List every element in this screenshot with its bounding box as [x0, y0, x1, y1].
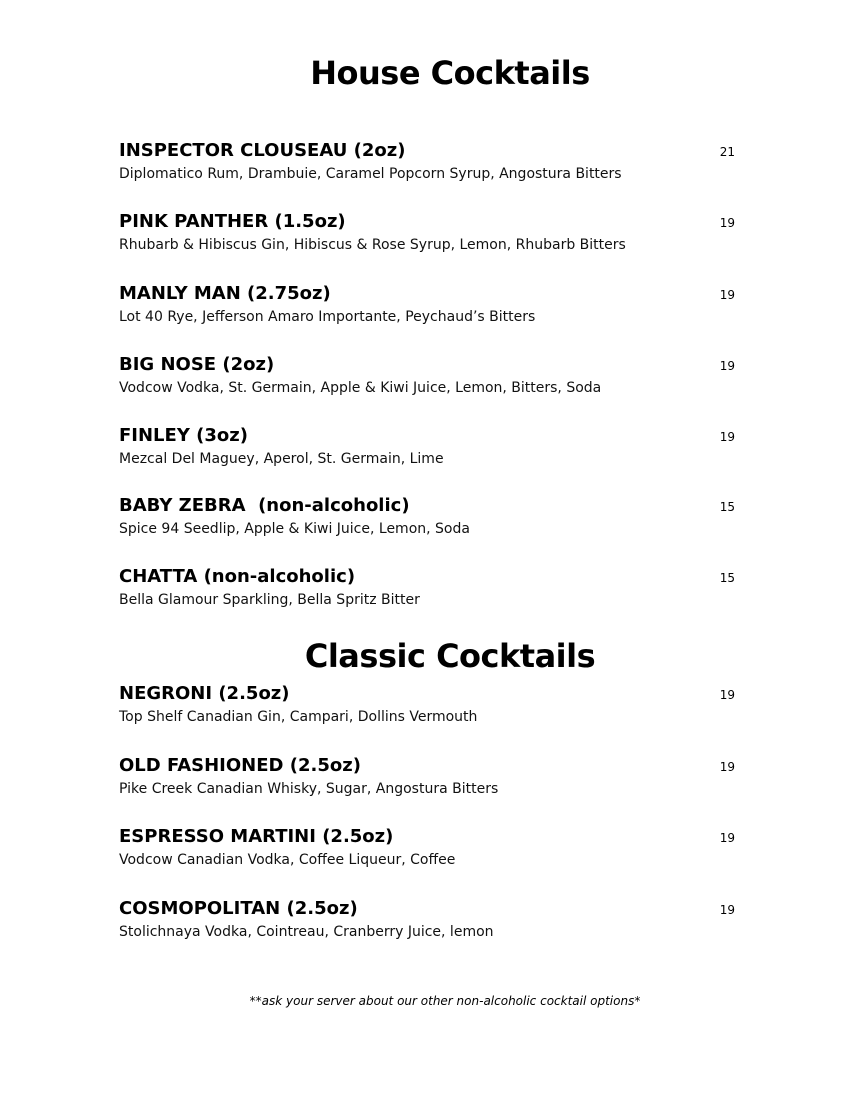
menu-item-description: Mezcal Del Maguey, Aperol, St. Germain, Lime — [119, 451, 444, 467]
menu-item-price: 19 — [719, 903, 735, 917]
menu-item-big-nose — [119, 354, 735, 396]
non-alcoholic-footnote: **ask your server about our other non-alcoholic cocktail options* — [249, 994, 641, 1008]
menu-item-description: Lot 40 Rye, Jefferson Amaro Importante, Peychaud’s Bitters — [119, 309, 536, 325]
menu-item-price: 15 — [719, 571, 735, 585]
menu-item-name: CHATTA (non-alcoholic) — [119, 566, 356, 587]
menu-item-price: 19 — [719, 688, 735, 702]
menu-item-espresso-martini — [119, 826, 735, 868]
classic-cocktails-title: Classic Cocktails — [304, 637, 596, 675]
menu-item-name: PINK PANTHER (1.5oz) — [119, 211, 346, 232]
menu-item-name: ESPRESSO MARTINI (2.5oz) — [119, 826, 394, 847]
menu-item-name: COSMOPOLITAN (2.5oz) — [119, 898, 358, 919]
menu-item-price: 15 — [719, 500, 735, 514]
menu-item-pink-panther — [119, 211, 735, 253]
menu-item-inspector-clouseau — [119, 140, 735, 182]
menu-item-name: INSPECTOR CLOUSEAU (2oz) — [119, 140, 406, 161]
house-cocktails-title: House Cocktails — [310, 54, 590, 92]
menu-item-chatta — [119, 566, 735, 608]
menu-item-negroni — [119, 683, 735, 725]
menu-item-name: MANLY MAN (2.75oz) — [119, 283, 331, 304]
menu-item-description: Pike Creek Canadian Whisky, Sugar, Angostura Bitters — [119, 781, 499, 797]
menu-item-description: Vodcow Canadian Vodka, Coffee Liqueur, Coffee — [119, 852, 456, 868]
menu-item-description: Stolichnaya Vodka, Cointreau, Cranberry Juice, lemon — [119, 924, 494, 940]
menu-item-price: 19 — [719, 430, 735, 444]
menu-item-price: 21 — [719, 145, 735, 159]
menu-item-name: NEGRONI (2.5oz) — [119, 683, 290, 704]
menu-item-description: Rhubarb & Hibiscus Gin, Hibiscus & Rose Syrup, Lemon, Rhubarb Bitters — [119, 237, 626, 253]
menu-item-price: 19 — [719, 760, 735, 774]
menu-item-name: BABY ZEBRA (non-alcoholic) — [119, 495, 410, 516]
menu-item-price: 19 — [719, 359, 735, 373]
menu-item-name: BIG NOSE (2oz) — [119, 354, 275, 375]
menu-item-finley — [119, 425, 735, 467]
menu-item-description: Top Shelf Canadian Gin, Campari, Dollins Vermouth — [119, 709, 478, 725]
menu-item-price: 19 — [719, 288, 735, 302]
menu-item-manly-man — [119, 283, 735, 325]
menu-item-description: Vodcow Vodka, St. Germain, Apple & Kiwi Juice, Lemon, Bitters, Soda — [119, 380, 602, 396]
menu-item-cosmopolitan — [119, 898, 735, 940]
menu-item-name: OLD FASHIONED (2.5oz) — [119, 755, 361, 776]
menu-item-description: Bella Glamour Sparkling, Bella Spritz Bitter — [119, 592, 420, 608]
menu-item-price: 19 — [719, 216, 735, 230]
menu-item-price: 19 — [719, 831, 735, 845]
menu-item-name: FINLEY (3oz) — [119, 425, 248, 446]
menu-item-description: Diplomatico Rum, Drambuie, Caramel Popcorn Syrup, Angostura Bitters — [119, 166, 622, 182]
menu-item-old-fashioned — [119, 755, 735, 797]
menu-item-description: Spice 94 Seedlip, Apple & Kiwi Juice, Lemon, Soda — [119, 521, 470, 537]
menu-item-baby-zebra — [119, 495, 735, 537]
